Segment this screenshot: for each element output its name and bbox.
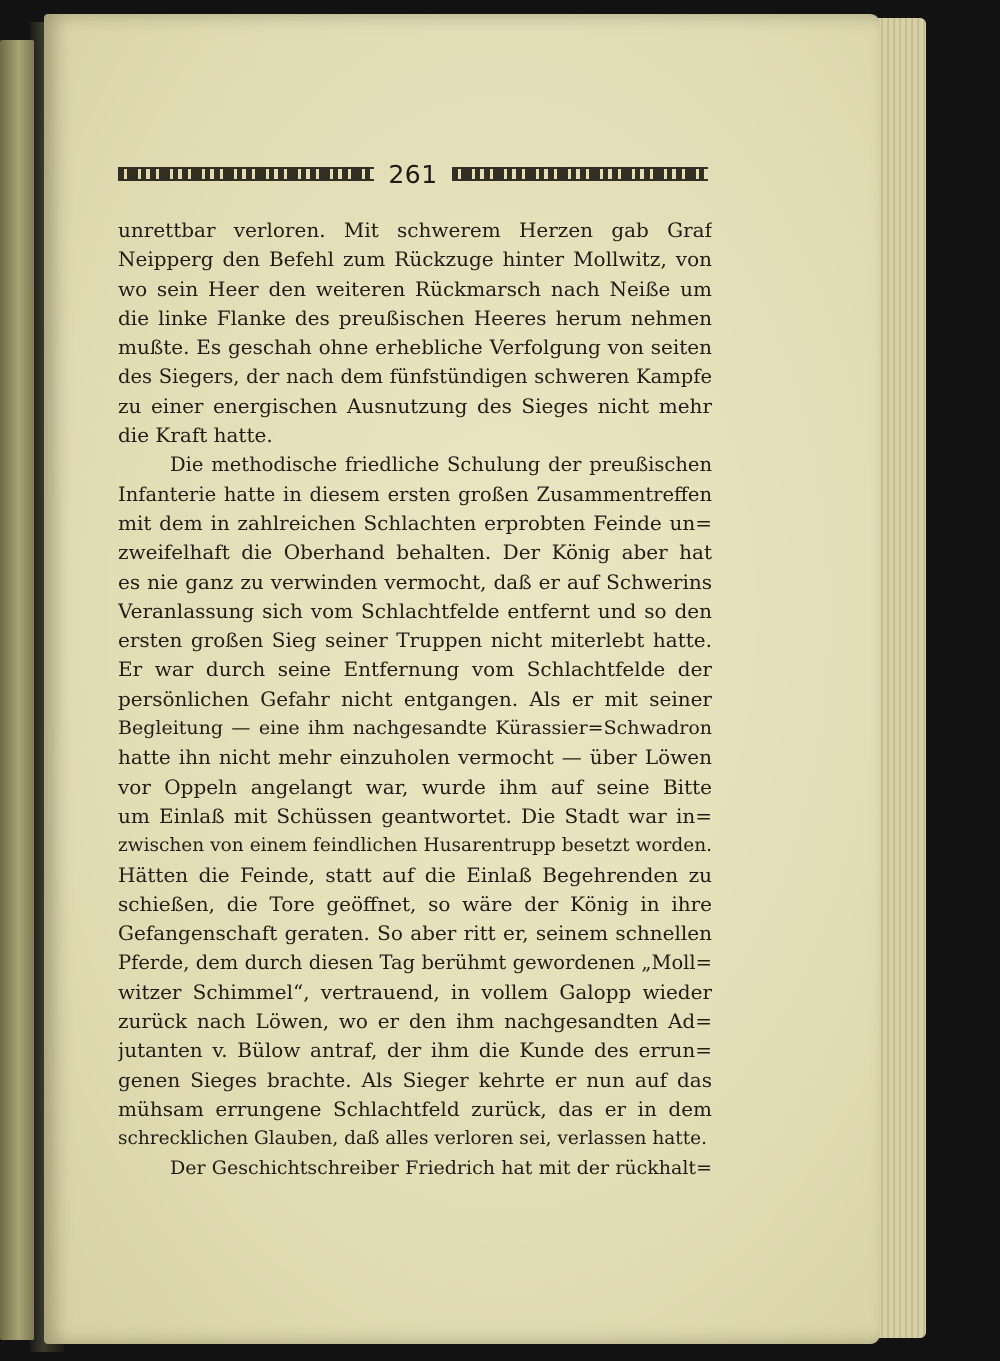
header-ornament-right <box>452 167 708 181</box>
text-line: mühsam errungene Schlachtfeld zurück, das er in dem <box>118 1096 712 1121</box>
text-line: des Siegers, der nach dem fünfstündigen schweren Kampfe <box>118 365 712 389</box>
body-text <box>118 216 712 1183</box>
text-line: schießen, die Tore geöffnet, so wäre der König in ihre <box>118 891 712 916</box>
running-header <box>118 156 708 192</box>
text-line: Der Geschichtschreiber Friedrich hat mit der rückhalt= <box>170 1156 712 1179</box>
facing-page-edge <box>0 40 34 1340</box>
text-line: mit dem in zahlreichen Schlachten erprobten Feinde un= <box>118 510 712 535</box>
text-line: zurück nach Löwen, wo er den ihm nachgesandten Ad= <box>118 1009 712 1034</box>
text-line: ersten großen Sieg seiner Truppen nicht miterlebt hatte. <box>118 628 712 653</box>
text-line: Neipperg den Befehl zum Rückzuge hinter Mollwitz, von <box>118 247 712 272</box>
text-line: unrettbar verloren. Mit schwerem Herzen gab Graf <box>118 218 712 242</box>
text-line: zu einer energischen Ausnutzung des Sieges nicht mehr <box>118 393 712 418</box>
page-number: 261 <box>388 159 438 189</box>
text-line: persönlichen Gefahr nicht entgangen. Als er mit seiner <box>118 686 712 711</box>
text-line: zweifelhaft die Oberhand behalten. Der König aber hat <box>118 540 712 565</box>
text-line: die Kraft hatte. <box>118 423 273 448</box>
text-line: Er war durch seine Entfernung vom Schlachtfelde der <box>118 657 712 682</box>
text-line: genen Sieges brachte. Als Sieger kehrte er nun auf das <box>118 1067 712 1092</box>
text-line: Veranlassung sich vom Schlachtfelde entfernt und so den <box>118 598 712 623</box>
text-line: Begleitung — eine ihm nachgesandte Kürassier=Schwadron <box>118 717 712 740</box>
text-line: Infanterie hatte in diesem ersten großen Zusammentreffen <box>118 482 712 506</box>
text-line: es nie ganz zu verwinden vermocht, daß er auf Schwerins <box>118 569 712 594</box>
header-ornament-left <box>118 167 374 181</box>
text-line: Pferde, dem durch diesen Tag berühmt gewordenen „Moll= <box>118 951 712 975</box>
text-line: die linke Flanke des preußischen Heeres herum nehmen <box>118 305 712 330</box>
text-line: jutanten v. Bülow antraf, der ihm die Kunde des errun= <box>118 1038 712 1063</box>
text-line: wo sein Heer den weiteren Rückmarsch nach Neiße um <box>118 276 712 301</box>
text-line: vor Oppeln angelangt war, wurde ihm auf seine Bitte <box>118 774 712 799</box>
text-line: hatte ihn nicht mehr einzuholen vermocht — über Löwen <box>118 745 712 770</box>
text-line: witzer Schimmel“, vertrauend, in vollem Galopp wieder <box>118 979 712 1004</box>
text-line: Die methodische friedliche Schulung der preußischen <box>170 453 712 477</box>
text-line: zwischen von einem feindlichen Husarentrupp besetzt worden. <box>118 835 712 857</box>
text-line: Gefangenschaft geraten. So aber ritt er, seinem schnellen <box>118 921 712 946</box>
text-line: mußte. Es geschah ohne erhebliche Verfolgung von seiten <box>118 335 712 360</box>
text-line: um Einlaß mit Schüssen geantwortet. Die Stadt war in= <box>118 803 712 828</box>
text-line: Hätten die Feinde, statt auf die Einlaß Begehrenden zu <box>118 862 712 887</box>
text-line: schrecklichen Glauben, daß alles verloren sei, verlassen hatte. <box>118 1128 707 1150</box>
